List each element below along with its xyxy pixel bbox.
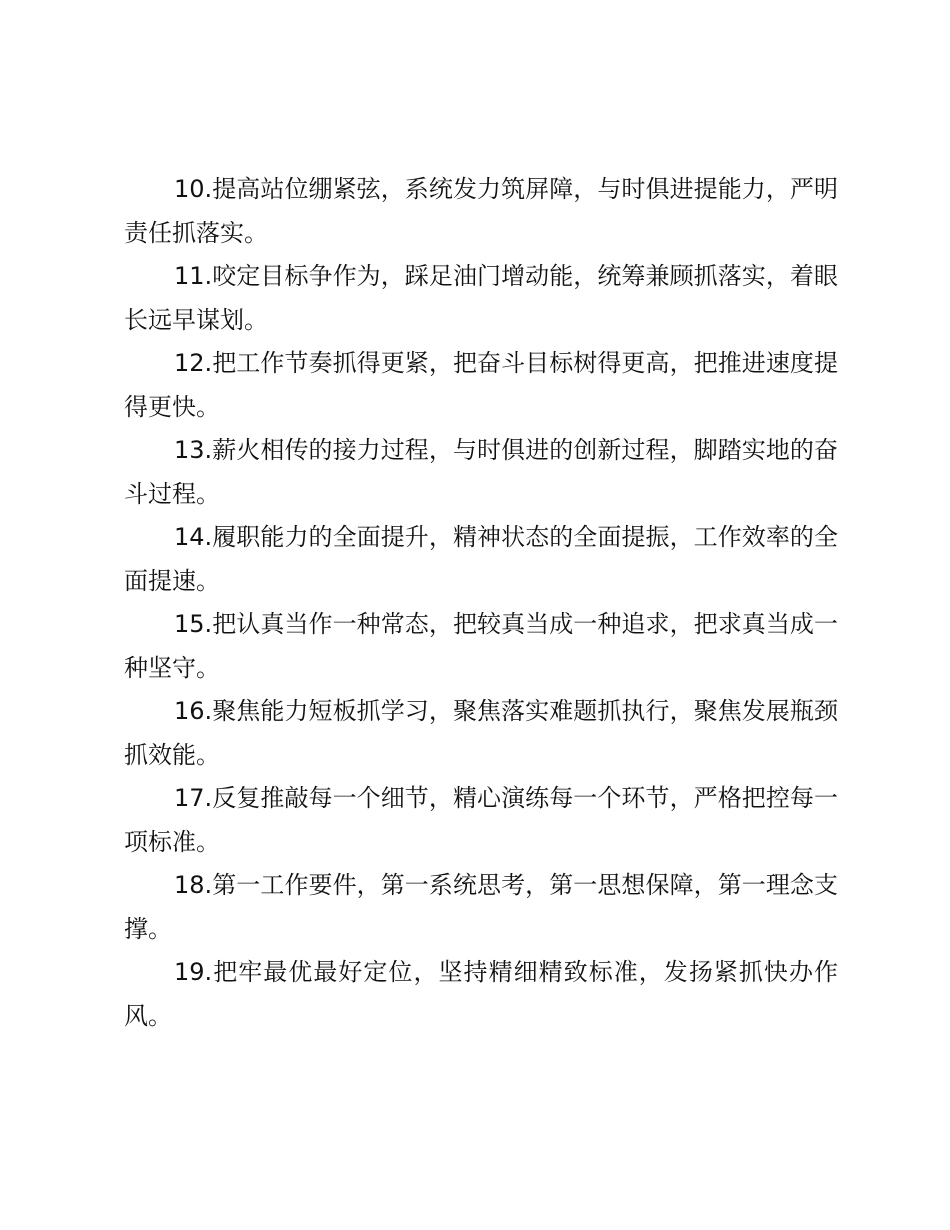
list-item: 14.履职能力的全面提升，精神状态的全面提振，工作效率的全面提速。 bbox=[124, 523, 838, 595]
list-item: 11.咬定目标争作为，踩足油门增动能，统筹兼顾抓落实，着眼长远早谋划。 bbox=[124, 262, 838, 334]
list-item: 17.反复推敲每一个细节，精心演练每一个环节，严格把控每一项标准。 bbox=[124, 784, 838, 856]
list-item: 13.薪火相传的接力过程，与时俱进的创新过程，脚踏实地的奋斗过程。 bbox=[124, 436, 838, 508]
list-item: 12.把工作节奏抓得更紧，把奋斗目标树得更高，把推进速度提得更快。 bbox=[124, 349, 838, 421]
document-body bbox=[124, 168, 838, 1038]
list-item: 19.把牢最优最好定位，坚持精细精致标准，发扬紧抓快办作风。 bbox=[124, 958, 838, 1030]
list-item: 15.把认真当作一种常态，把较真当成一种追求，把求真当成一种坚守。 bbox=[124, 610, 838, 682]
list-item: 18.第一工作要件，第一系统思考，第一思想保障，第一理念支撑。 bbox=[124, 871, 838, 943]
list-item: 10.提高站位绷紧弦，系统发力筑屏障，与时俱进提能力，严明责任抓落实。 bbox=[124, 175, 838, 247]
list-item: 16.聚焦能力短板抓学习，聚焦落实难题抓执行，聚焦发展瓶颈抓效能。 bbox=[124, 697, 838, 769]
